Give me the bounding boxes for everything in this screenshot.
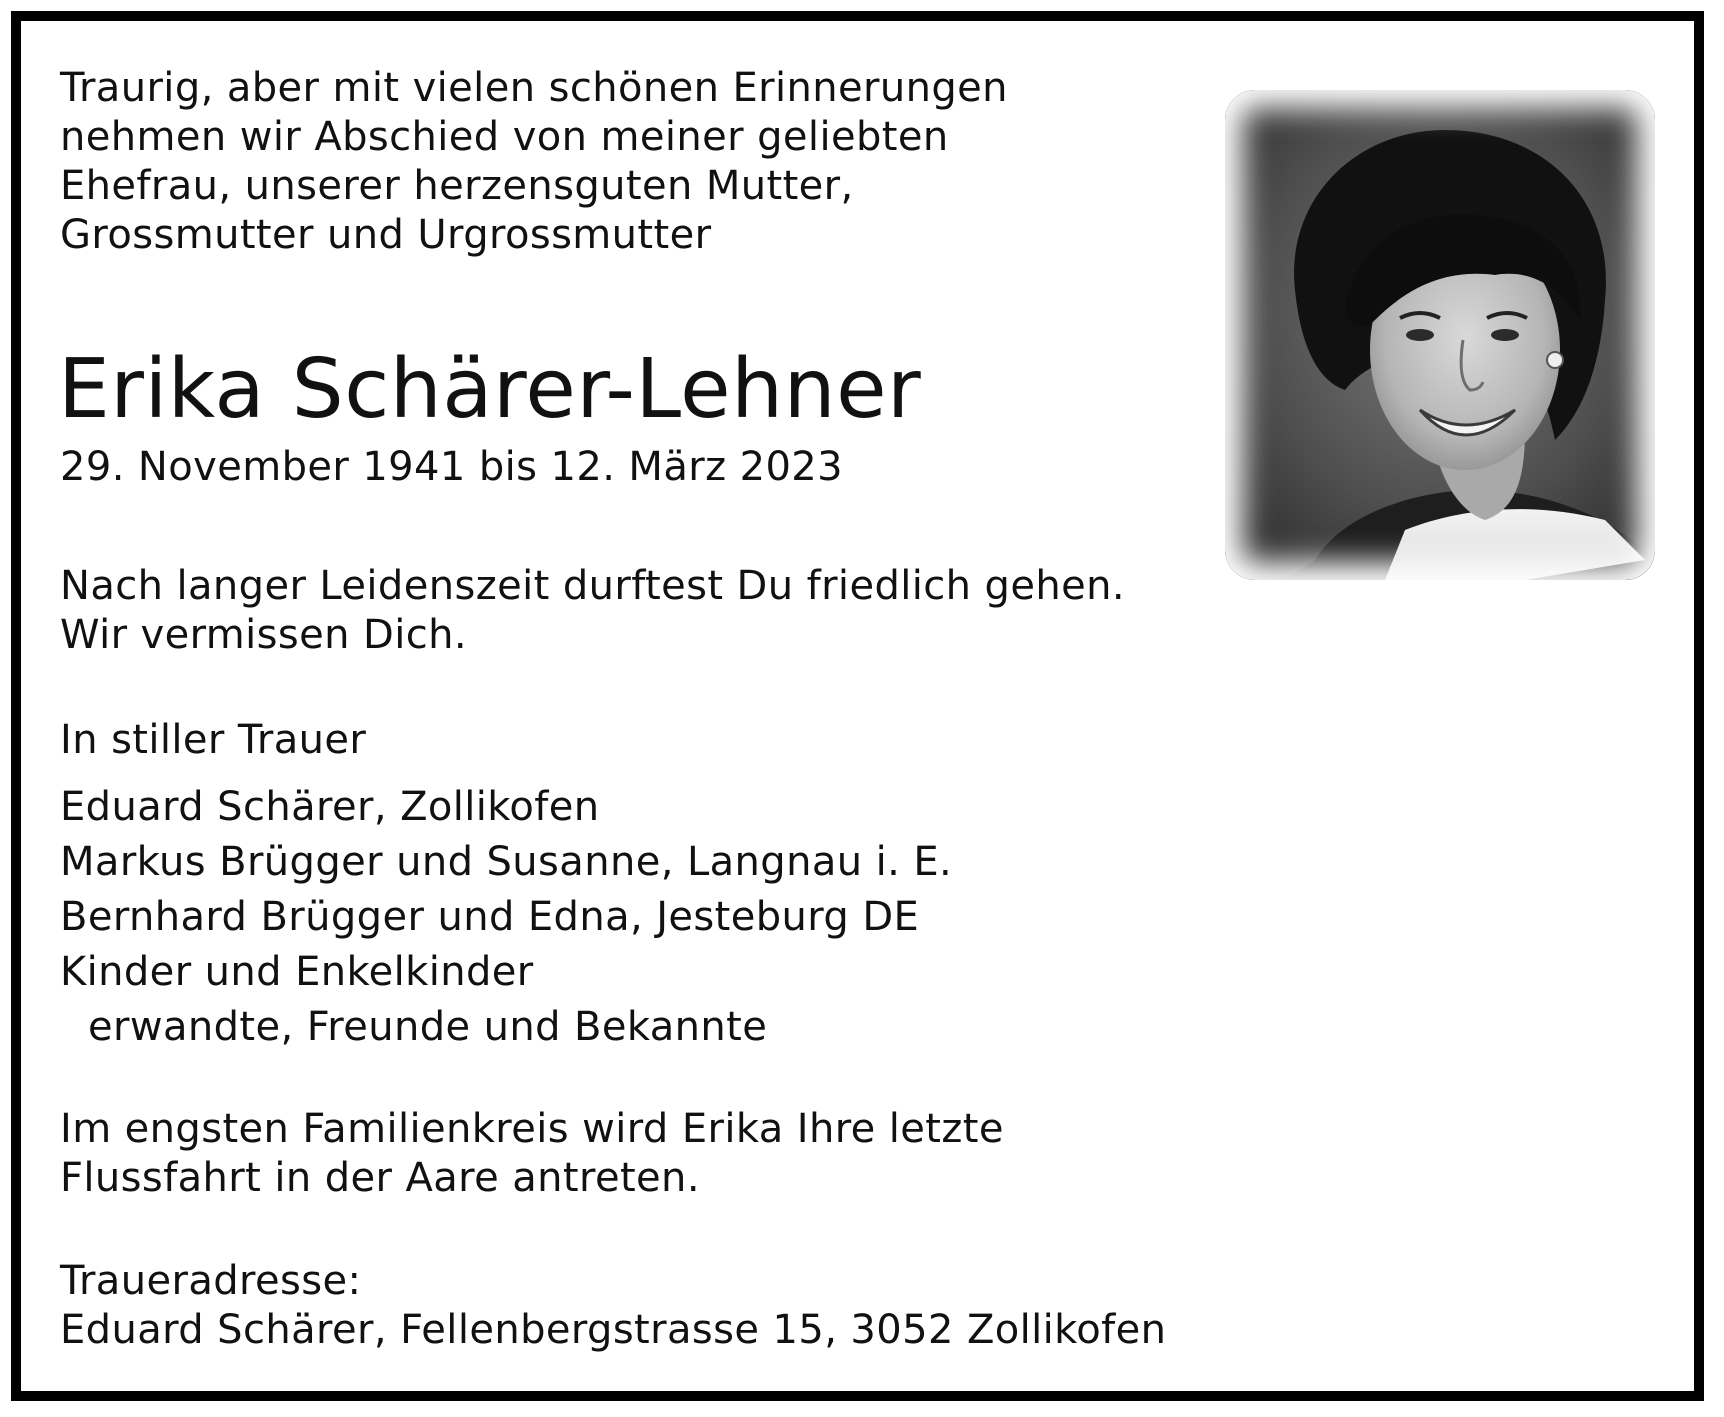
- mourner-line: Eduard Schärer, Zollikofen: [60, 784, 600, 830]
- address-label: Traueradresse:: [60, 1258, 362, 1304]
- deceased-name: Erika Schärer-Lehner: [58, 342, 922, 437]
- message-line: Wir vermissen Dich.: [60, 612, 467, 658]
- life-dates: 29. November 1941 bis 12. März 2023: [60, 444, 844, 490]
- message-text: [60, 562, 1125, 660]
- message-line: Nach langer Leidenszeit durftest Du friedlich gehen.: [60, 563, 1125, 609]
- mourners-list: [60, 780, 952, 1055]
- intro-line: nehmen wir Abschied von meiner geliebten: [60, 114, 949, 160]
- portrait-photo-icon: [1225, 90, 1655, 580]
- mourning-address: [60, 1257, 1166, 1355]
- farewell-line: Im engsten Familienkreis wird Erika Ihre letzte: [60, 1106, 1004, 1152]
- mourners-heading: In stiller Trauer: [60, 717, 367, 763]
- intro-text: [60, 64, 1008, 260]
- mourner-line: Markus Brügger und Susanne, Langnau i. E.: [60, 839, 953, 885]
- mourner-line: Bernhard Brügger und Edna, Jesteburg DE: [60, 894, 920, 940]
- intro-line: Grossmutter und Urgrossmutter: [60, 212, 712, 258]
- address-line: Eduard Schärer, Fellenbergstrasse 15, 3052 Zollikofen: [60, 1307, 1167, 1353]
- intro-line: Traurig, aber mit vielen schönen Erinnerungen: [60, 65, 1008, 111]
- mourner-line: erwandte, Freunde und Bekannte: [88, 1004, 768, 1050]
- portrait-photo: [1225, 90, 1655, 580]
- farewell-text: [60, 1105, 1004, 1203]
- farewell-line: Flussfahrt in der Aare antreten.: [60, 1155, 700, 1201]
- intro-line: Ehefrau, unserer herzensguten Mutter,: [60, 163, 854, 209]
- mourner-line: Kinder und Enkelkinder: [60, 949, 534, 995]
